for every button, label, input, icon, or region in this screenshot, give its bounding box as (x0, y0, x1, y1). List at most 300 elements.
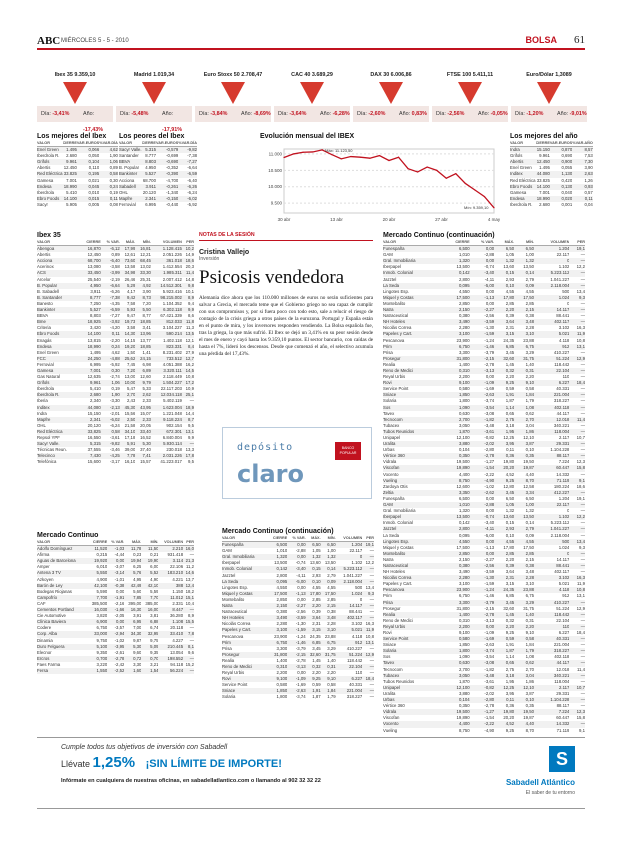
table-cell: -6,64 (101, 283, 120, 289)
table-cell: 2,280 (276, 621, 288, 627)
table-cell: GAM (222, 548, 232, 554)
table-cell: Prisa (383, 600, 443, 606)
table-cell: — (580, 374, 585, 380)
table-cell: 32,60 (494, 356, 514, 362)
article-role: Inversión (199, 256, 220, 262)
table-cell: 1,40 (514, 612, 534, 618)
table-cell: -2,88 (295, 548, 306, 554)
table-cell: 2,20 (306, 603, 321, 609)
table-cell: 9,3 (579, 544, 585, 550)
table-cell: Realia (383, 361, 396, 367)
table-cell: 7,45 (126, 361, 136, 367)
table-cell: 0,31 (514, 368, 534, 374)
table-cell: 13,1 (576, 593, 585, 599)
table-cell: 13,50 (324, 560, 336, 566)
table-cell: 24,35 (503, 337, 515, 343)
table-cell: 14.512.301 (151, 283, 182, 289)
table-cell: 0,14 (525, 520, 535, 526)
column-header: PER (182, 239, 194, 246)
table-cell: 11,78 (124, 546, 141, 553)
x-tick-label: 27 abr (435, 217, 448, 222)
table-cell: 110 (355, 670, 363, 676)
table-cell: — (182, 441, 194, 447)
index-day: Día: -3,84% (199, 111, 228, 117)
table-cell: 18.990 (63, 183, 77, 189)
table-cell: Vértice 360 (383, 453, 443, 459)
table-cell: 4,400 (443, 721, 470, 727)
table-cell: Enel Green (37, 349, 59, 355)
index-year: Año: -17,91% (162, 111, 183, 133)
table-cell: Santander (119, 153, 139, 159)
table-cell: — (183, 656, 194, 662)
table-cell: 17,80 (306, 591, 321, 597)
table-cell: 13,500 (443, 514, 470, 520)
table-cell: 3,050 (458, 422, 470, 428)
table-cell: 1,800 (458, 398, 470, 404)
table-cell: 5.021 (534, 331, 569, 337)
table-cell: 13,96 (135, 331, 151, 337)
table-cell: 16,10 (124, 459, 136, 465)
table-cell: -1,13 (484, 544, 495, 550)
table-cell: Abertis (510, 159, 536, 165)
table-cell: 37,40 (140, 447, 151, 453)
table-cell: 7,700 (87, 595, 107, 601)
table-cell: 33,000 (87, 631, 107, 637)
table-cell: 2,70 (525, 666, 535, 672)
table-cell: 12,3 (576, 459, 585, 465)
table-cell: 17,8 (182, 453, 194, 459)
table-cell: -6,02 (178, 196, 197, 202)
table-cell: 4.227 (172, 637, 184, 643)
table-cell: Fersa (37, 668, 87, 674)
table-cell: 60.447 (534, 465, 569, 471)
table-cell: 16,2 (185, 361, 194, 367)
table-cell: Inditex (510, 171, 536, 177)
table-cell: 9,35 (150, 649, 159, 655)
table-cell: -3,13 (484, 617, 495, 623)
table-header (37, 140, 118, 147)
table-cell: 2,93 (505, 276, 515, 282)
table-cell: 6,750 (458, 593, 470, 599)
table-cell: 88.441 (349, 609, 363, 615)
table-row (37, 546, 194, 553)
table-cell: -6,59 (178, 171, 197, 177)
table-cell: 318.227 (346, 694, 363, 700)
table-cell: — (569, 429, 585, 435)
table-cell: 88.441 (556, 313, 570, 319)
table-row (222, 694, 374, 700)
table-cell: 9,10 (525, 630, 535, 635)
table-cell: 3,490 (458, 569, 470, 575)
table-cell: Faes Farma (37, 661, 61, 667)
table-cell: 11,3 (185, 325, 194, 331)
table-cell: 0,00 (485, 300, 495, 306)
table-cell: Endesa (37, 344, 80, 350)
table-cell: 10,9 (185, 386, 194, 392)
table-cell: 3,490 (443, 319, 470, 325)
table-cell: — (369, 572, 374, 578)
table-cell: 51.224 (336, 652, 363, 658)
table-cell: 71.119 (534, 478, 569, 484)
table-cell: 4,950 (80, 283, 101, 289)
continuo-right-title: Mercado Continuo (continuación) (383, 232, 495, 239)
table-cell: 10,4 (185, 600, 194, 606)
table-cell: -3,08 (470, 660, 495, 666)
table-cell: 6,50 (525, 495, 535, 501)
table-cell: 18,4 (362, 676, 374, 682)
table-cell: 4,90 (150, 576, 159, 582)
table-cell: 1.495 (539, 165, 550, 171)
index-year: Año: -6,28% (320, 111, 350, 117)
table-cell: 5,91 (120, 441, 136, 447)
table-cell: Adolfo Domínguez (37, 546, 87, 553)
table-cell: — (369, 645, 374, 651)
table-cell: GAM (383, 502, 443, 508)
table-cell: Acciona (37, 258, 80, 264)
table-cell: 7,70 (141, 595, 158, 601)
table-cell: Iberdrola (37, 386, 54, 392)
table-cell: 2.341 (142, 196, 156, 202)
table-cell: 19,920 (87, 558, 107, 564)
table-cell: — (362, 603, 374, 609)
table-cell: — (362, 615, 374, 621)
table-cell: 1,90 (109, 153, 118, 159)
table-cell: -3,79 (484, 349, 495, 355)
column-header: MÁX. (124, 539, 141, 546)
index-name: DAX 30 6.006,86 (370, 72, 412, 78)
table-cell: 1,010 (276, 548, 288, 554)
table-cell: 0 (567, 300, 570, 306)
table-cell: 5.223.112 (336, 566, 363, 572)
table-cell: 2,150 (458, 556, 470, 562)
table-cell: Nicolás Correa (383, 325, 412, 331)
table-cell: 1,87 (312, 694, 321, 700)
column-header: %VAR.DÍA (178, 141, 197, 145)
table-cell: NH Hoteles (383, 569, 405, 575)
table-cell: 0 (534, 258, 569, 264)
table-cell: 3,100 (458, 581, 470, 587)
column-header: VOLUMEN (158, 539, 183, 546)
table-cell: 0,30 (101, 368, 120, 374)
table-cell: — (580, 642, 585, 648)
table-cell: 0,380 (276, 609, 288, 615)
table-cell: Mapfre (119, 196, 142, 202)
table-cell: — (569, 612, 585, 618)
index-card (511, 72, 587, 130)
index-card (116, 72, 192, 133)
table-cell: 812.033 (151, 319, 182, 325)
data-point (369, 158, 370, 159)
table-cell: 13,500 (456, 264, 470, 270)
table-cell: 2,800 (458, 276, 470, 282)
index-name: Euro Stoxx 50 2.708,47 (203, 72, 263, 78)
table-cell: 7,20 (120, 368, 136, 374)
table-cell: 0,57 (584, 189, 593, 195)
table-cell: -2,88 (484, 252, 495, 258)
table-cell: 3,15 (306, 627, 321, 633)
table-cell: 3,81 (150, 613, 159, 619)
table-cell: 402.117 (554, 569, 570, 575)
table-cell: 11,9 (576, 581, 585, 587)
table-cell: 8.231.402 (162, 349, 182, 355)
article-headline: Psicosis vendedora (199, 267, 345, 288)
continuo-title: Mercado Continuo (37, 532, 99, 539)
table-cell: -2,19 (110, 276, 120, 282)
table-cell: 15,1 (183, 595, 194, 601)
column-header: CIERRE (267, 535, 287, 542)
table-cell: Vocento (383, 471, 399, 477)
table-cell: 1,00 (514, 502, 534, 508)
table-cell: 1,090 (458, 654, 470, 660)
table-cell: -3,46 (110, 447, 120, 453)
table-cell: 9,4 (188, 300, 194, 306)
table-cell: 13,815 (87, 337, 101, 343)
table-cell: 221.004 (534, 392, 569, 398)
table-cell: 12,25 (503, 435, 515, 440)
table-cell: 5.315 (142, 147, 156, 154)
table-cell: Barón de Ley (37, 583, 87, 589)
table-cell: — (189, 625, 194, 631)
column-header: VOLUMEN (151, 239, 182, 246)
table-cell: — (580, 422, 585, 428)
table-cell: -6,02 (101, 417, 120, 423)
table-cell: 16,3 (365, 621, 374, 627)
table-cell: 1.128.415 (151, 246, 182, 253)
table-cell: 26,46 (124, 276, 136, 282)
table-cell: -1,13 (470, 295, 495, 301)
table-cell: Reno de Medici (222, 664, 267, 670)
table-cell: Inmob. Colonial (383, 270, 443, 276)
table-cell: -3,95 (107, 644, 124, 650)
table-cell: Prim (222, 640, 267, 646)
table-cell: Unipapel (383, 685, 443, 691)
table-cell: 2,280 (458, 325, 470, 331)
table-cell: 6,50 (321, 542, 336, 549)
table-cell: 0,58 (327, 682, 336, 688)
table-cell: 5.402.119 (163, 398, 182, 404)
table-cell: -2,05 (114, 613, 125, 619)
column-header: VOLUMEN (534, 239, 569, 246)
deposit-promo (222, 427, 372, 499)
table-cell: 0,58 (525, 386, 535, 392)
column-header: VAR.EUROS (76, 141, 100, 145)
table-cell: 0 (359, 596, 363, 602)
data-point (379, 155, 380, 156)
table-cell: -5,92 (187, 201, 197, 207)
table-cell: 1.985.311 (151, 270, 182, 276)
table-cell: 22.106 (169, 564, 184, 570)
table-cell: Acciona (119, 177, 135, 183)
table-cell: 5.223.112 (550, 520, 570, 526)
table-cell: 2,850 (458, 300, 470, 306)
table-cell: 2,150 (267, 603, 287, 609)
table-cell: 1,26 (584, 177, 593, 183)
table-cell: 0,00 (470, 258, 495, 264)
table-cell: Enel Green (510, 165, 532, 171)
table-cell: 9,100 (443, 380, 470, 386)
table-cell: 1,010 (458, 252, 470, 258)
table-cell: -1,46 (470, 344, 495, 350)
table-cell: 0 (534, 551, 569, 557)
table-cell: 0,89 (109, 165, 118, 171)
table-cell: 2,31 (505, 325, 515, 331)
table-cell: 12,10 (523, 435, 535, 440)
table-cell: 15,150 (87, 410, 101, 416)
table-cell: — (362, 688, 374, 694)
table-cell: 9,60 (133, 649, 142, 655)
table-cell: 0,350 (443, 453, 470, 459)
table-cell: Prim (383, 593, 392, 599)
table-cell: 19,73 (120, 319, 136, 325)
data-point (407, 168, 408, 169)
table-cell: 13,50 (514, 514, 534, 520)
table-cell: 1,870 (458, 678, 470, 684)
table-cell: -3,07 (114, 564, 125, 570)
table-cell: 0,00 (485, 495, 495, 501)
table-cell: 10,8 (185, 374, 194, 380)
table-cell: 9,350 (96, 649, 108, 655)
table-cell: Lingotes Esp. (222, 584, 249, 590)
table-cell: 5,590 (96, 588, 108, 594)
table-cell: 67.421.339 (160, 313, 182, 319)
table-cell: 2,62 (135, 392, 151, 398)
table-cell: Funespaña (383, 495, 405, 501)
table-cell: -2,42 (114, 661, 125, 667)
table-cell: 44.117 (534, 660, 569, 666)
table-cell: 3,15 (505, 581, 515, 587)
table-cell: 6,500 (443, 246, 470, 253)
ad-line1: Cumple todos tus objetivos de inversión con Sabadell (61, 744, 228, 751)
table-cell: Natraceutical (383, 313, 409, 319)
table-cell: 0,00 (297, 596, 306, 602)
table-cell: Grifols (37, 159, 63, 165)
table-cell: — (580, 410, 585, 416)
table-cell: -7,38 (187, 153, 197, 159)
table-cell: 17,80 (503, 544, 515, 550)
table-cell: Pescanova (383, 337, 405, 343)
table-cell: 410.227 (553, 349, 570, 355)
table-cell: — (569, 660, 585, 666)
table-cell: Uralita (383, 690, 396, 696)
table-cell: 0,36 (494, 453, 514, 459)
table-cell: 2,28 (525, 325, 535, 331)
table-cell: 6,995 (89, 361, 101, 367)
table-cell: 402.117 (534, 319, 569, 325)
table-cell: 11,4 (569, 417, 585, 423)
table-cell: 2,70 (514, 417, 534, 423)
table-cell: -0,74 (295, 560, 306, 566)
table-cell: -4,11 (470, 526, 495, 532)
table-cell: — (369, 609, 374, 615)
table-cell: 3,29 (327, 645, 336, 651)
table-cell: -1,30 (484, 325, 495, 331)
table-cell: -3,17 (110, 459, 120, 465)
table-cell: 4,40 (525, 471, 535, 477)
table-cell: 8.803 (142, 159, 156, 165)
table-cell: 3,34 (514, 490, 534, 496)
table-cell: 12,10 (514, 685, 534, 691)
table-cell: 0,095 (443, 283, 470, 289)
table-cell: -3,14 (107, 570, 124, 576)
column-header: MÁX. (120, 239, 136, 246)
table-cell: B. Popular (119, 165, 140, 171)
table-cell: Gamesa (510, 189, 527, 195)
table-cell: 0,00 (287, 554, 305, 560)
table-cell: Service Point (383, 636, 443, 642)
table-cell: 9,1 (579, 727, 585, 733)
table-cell: 0,19 (111, 386, 120, 392)
table-cell: 0,10 (306, 579, 321, 585)
table-cell: 3,29 (514, 600, 534, 606)
table-cell: 1,320 (443, 258, 470, 264)
table-cell: -4,700 (166, 177, 179, 183)
table-cell: 36.280 (169, 613, 184, 619)
table-cell: 8,9 (188, 613, 194, 619)
table-header (119, 140, 197, 147)
table-cell: 1.150 (172, 588, 184, 594)
table-cell: — (569, 636, 585, 642)
table-cell: -4,35 (110, 300, 120, 306)
table-cell: 14,100 (80, 331, 101, 337)
table-cell: 733.512 (151, 356, 182, 362)
column-header: %VAR.AÑO (572, 141, 593, 145)
table-cell: 2,75 (505, 666, 515, 672)
table-cell: 4,55 (525, 288, 535, 294)
table-cell: 13,58 (124, 264, 136, 270)
table-cell: 33.410 (158, 631, 183, 637)
table-cell: 318.227 (553, 398, 570, 404)
table-cell: 13,60 (309, 560, 321, 566)
table-cell: 1.495 (63, 147, 77, 154)
table-cell: Natraceutical (383, 563, 443, 569)
table-cell: 22.117 (349, 548, 363, 554)
table-cell: -0,690 (156, 159, 178, 165)
table-cell: 0,580 (276, 682, 288, 688)
table-cell: Iberdrola R. (37, 153, 60, 159)
table-cell: 1.412.554 (162, 264, 182, 270)
table-cell: 1,32 (525, 508, 535, 514)
table-cell: 14.117 (556, 556, 570, 562)
table-cell: 3,10 (321, 627, 336, 633)
table-cell: 1,84 (525, 642, 535, 648)
table-cell: Gamesa (37, 368, 80, 374)
column-header: VALOR (510, 140, 536, 147)
table-cell: 2.118.004 (336, 579, 363, 585)
table-cell: Zeltia (383, 490, 443, 496)
table-cell: -3,40 (287, 566, 305, 572)
table-cell: Sos (383, 405, 443, 411)
table-cell: 9,9 (188, 435, 194, 440)
table-cell: ACS (37, 270, 80, 276)
table-cell: 3,04 (514, 673, 534, 679)
table-cell: 3,820 (96, 613, 108, 619)
table-cell: 9,79 (135, 380, 151, 386)
table-cell: 3,490 (267, 615, 287, 621)
table-cell: 13,1 (569, 344, 585, 350)
table-cell: -9,82 (178, 147, 197, 154)
table-cell: 0,14 (514, 270, 534, 276)
table-cell: 12,58 (523, 483, 535, 489)
table-cell: 7,001 (80, 368, 101, 374)
index-name: Madrid 1.019,34 (133, 72, 175, 78)
table-cell: 31,800 (443, 356, 470, 362)
table-cell: Prosegur (383, 605, 401, 611)
table-cell: 3,300 (443, 600, 470, 606)
table-cell: 42,100 (87, 583, 107, 589)
table-cell: 19,20 (120, 344, 136, 350)
table-cell: 0,310 (267, 664, 287, 670)
table-cell: 1.041.227 (343, 572, 363, 578)
